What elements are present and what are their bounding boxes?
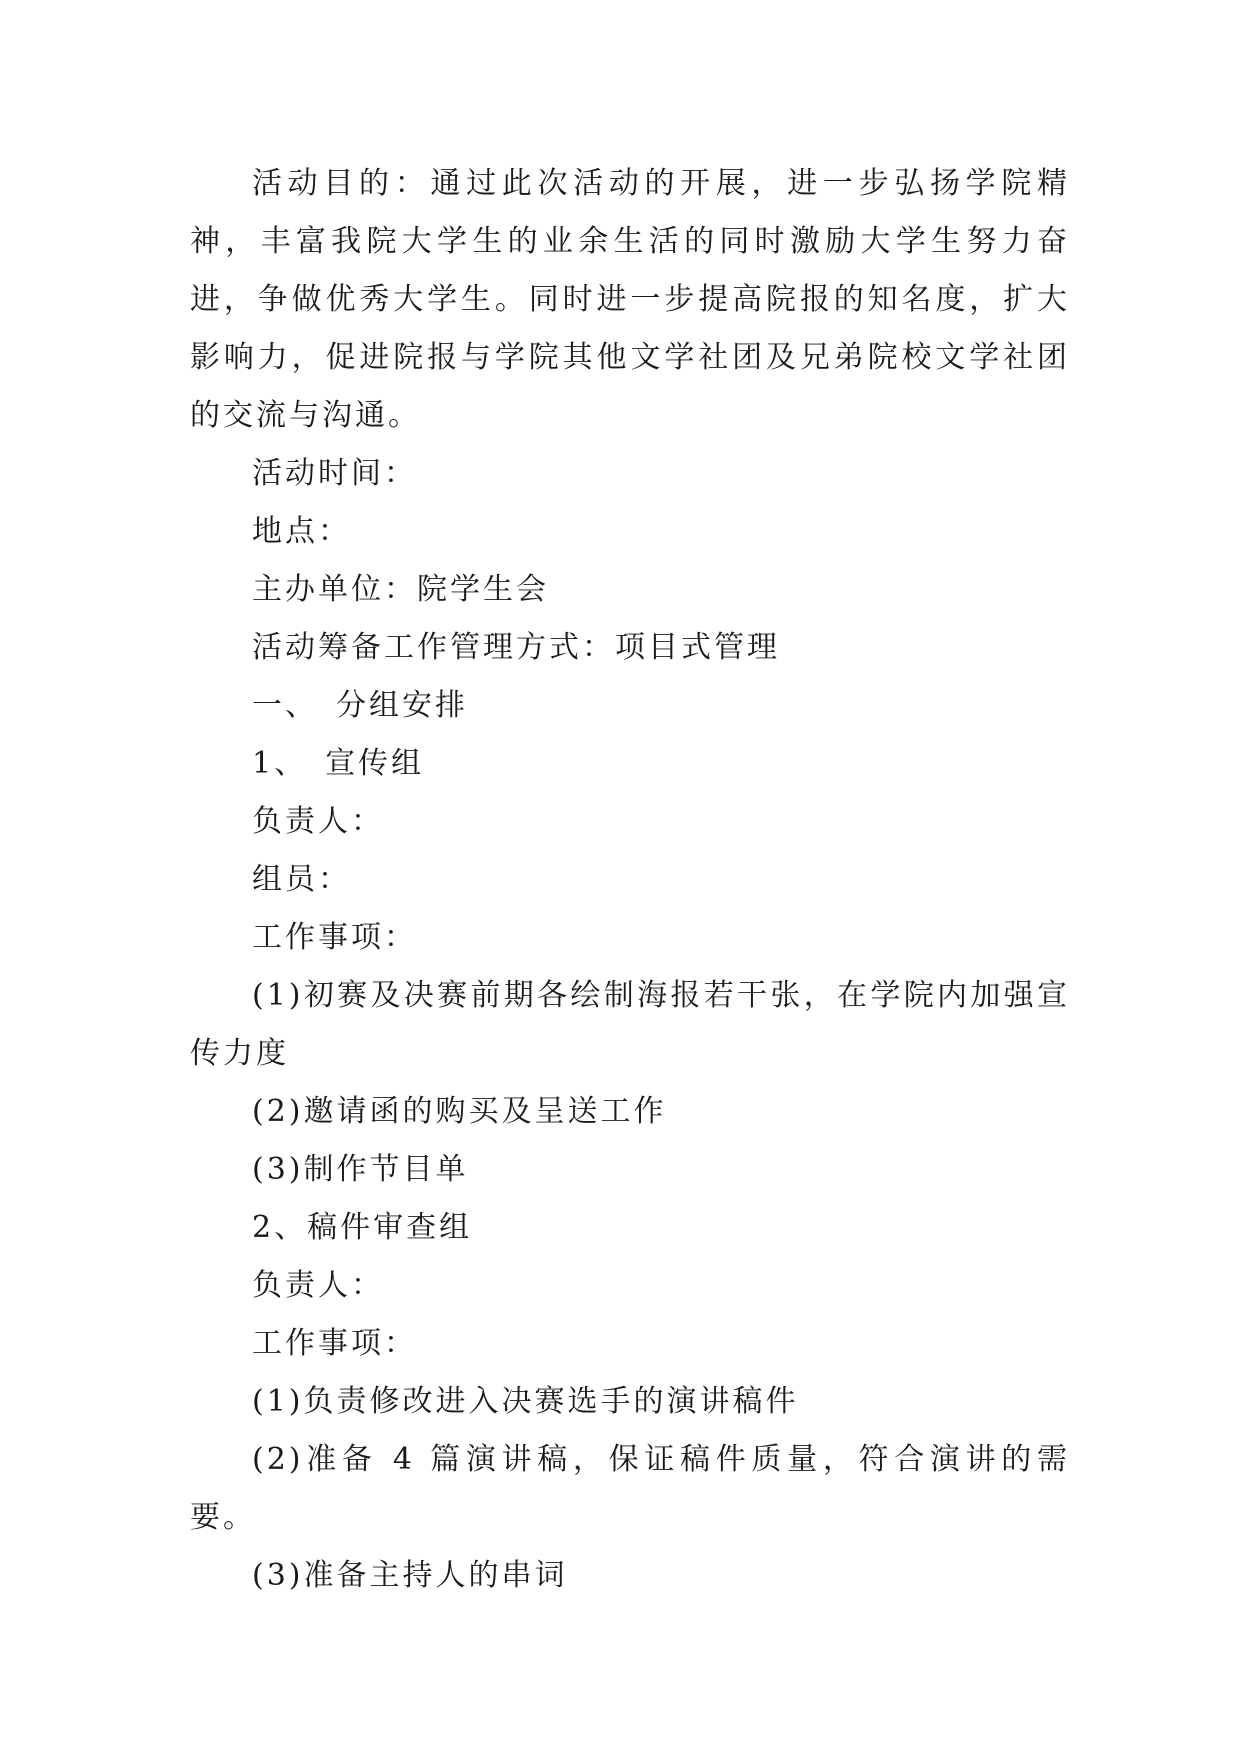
list-item-host-script: (3)准备主持人的串词	[252, 1558, 568, 1593]
paragraph-members: 组员：	[252, 862, 351, 897]
list-item-posters: (1)初赛及决赛前期各绘制海报若干张，在学院内加强宣传力度	[190, 978, 1070, 1071]
paragraph-person-in-charge: 负责人：	[252, 804, 384, 839]
paragraph-work-items-2: 工作事项：	[252, 1326, 417, 1361]
paragraph-management: 活动筹备工作管理方式：项目式管理	[252, 630, 780, 665]
list-item-invitations: (2)邀请函的购买及呈送工作	[252, 1094, 667, 1129]
paragraph-organizer: 主办单位：院学生会	[252, 572, 549, 607]
paragraph-person-in-charge-2: 负责人：	[252, 1268, 384, 1303]
section-heading-groups: 一、 分组安排	[252, 688, 468, 723]
paragraph-location: 地点：	[252, 514, 351, 549]
list-item-revise-speeches: (1)负责修改进入决赛选手的演讲稿件	[252, 1384, 799, 1419]
document-body	[190, 155, 1070, 1605]
subsection-review-group: 2、稿件审查组	[252, 1210, 473, 1245]
list-item-prepare-speeches: (2)准备 4 篇演讲稿，保证稿件质量，符合演讲的需要。	[190, 1442, 1070, 1535]
subsection-publicity-group: 1、 宣传组	[252, 746, 425, 781]
paragraph-time: 活动时间：	[252, 456, 417, 491]
paragraph-purpose: 活动目的：通过此次活动的开展，进一步弘扬学院精神，丰富我院大学生的业余生活的同时激励大学生努力奋进，争做优秀大学生。同时进一步提高院报的知名度，扩大影响力，促进院报与学院其他文学社团及兄弟院校文学社团的交流与沟通。	[190, 166, 1070, 433]
paragraph-work-items: 工作事项：	[252, 920, 417, 955]
list-item-program: (3)制作节目单	[252, 1152, 469, 1187]
